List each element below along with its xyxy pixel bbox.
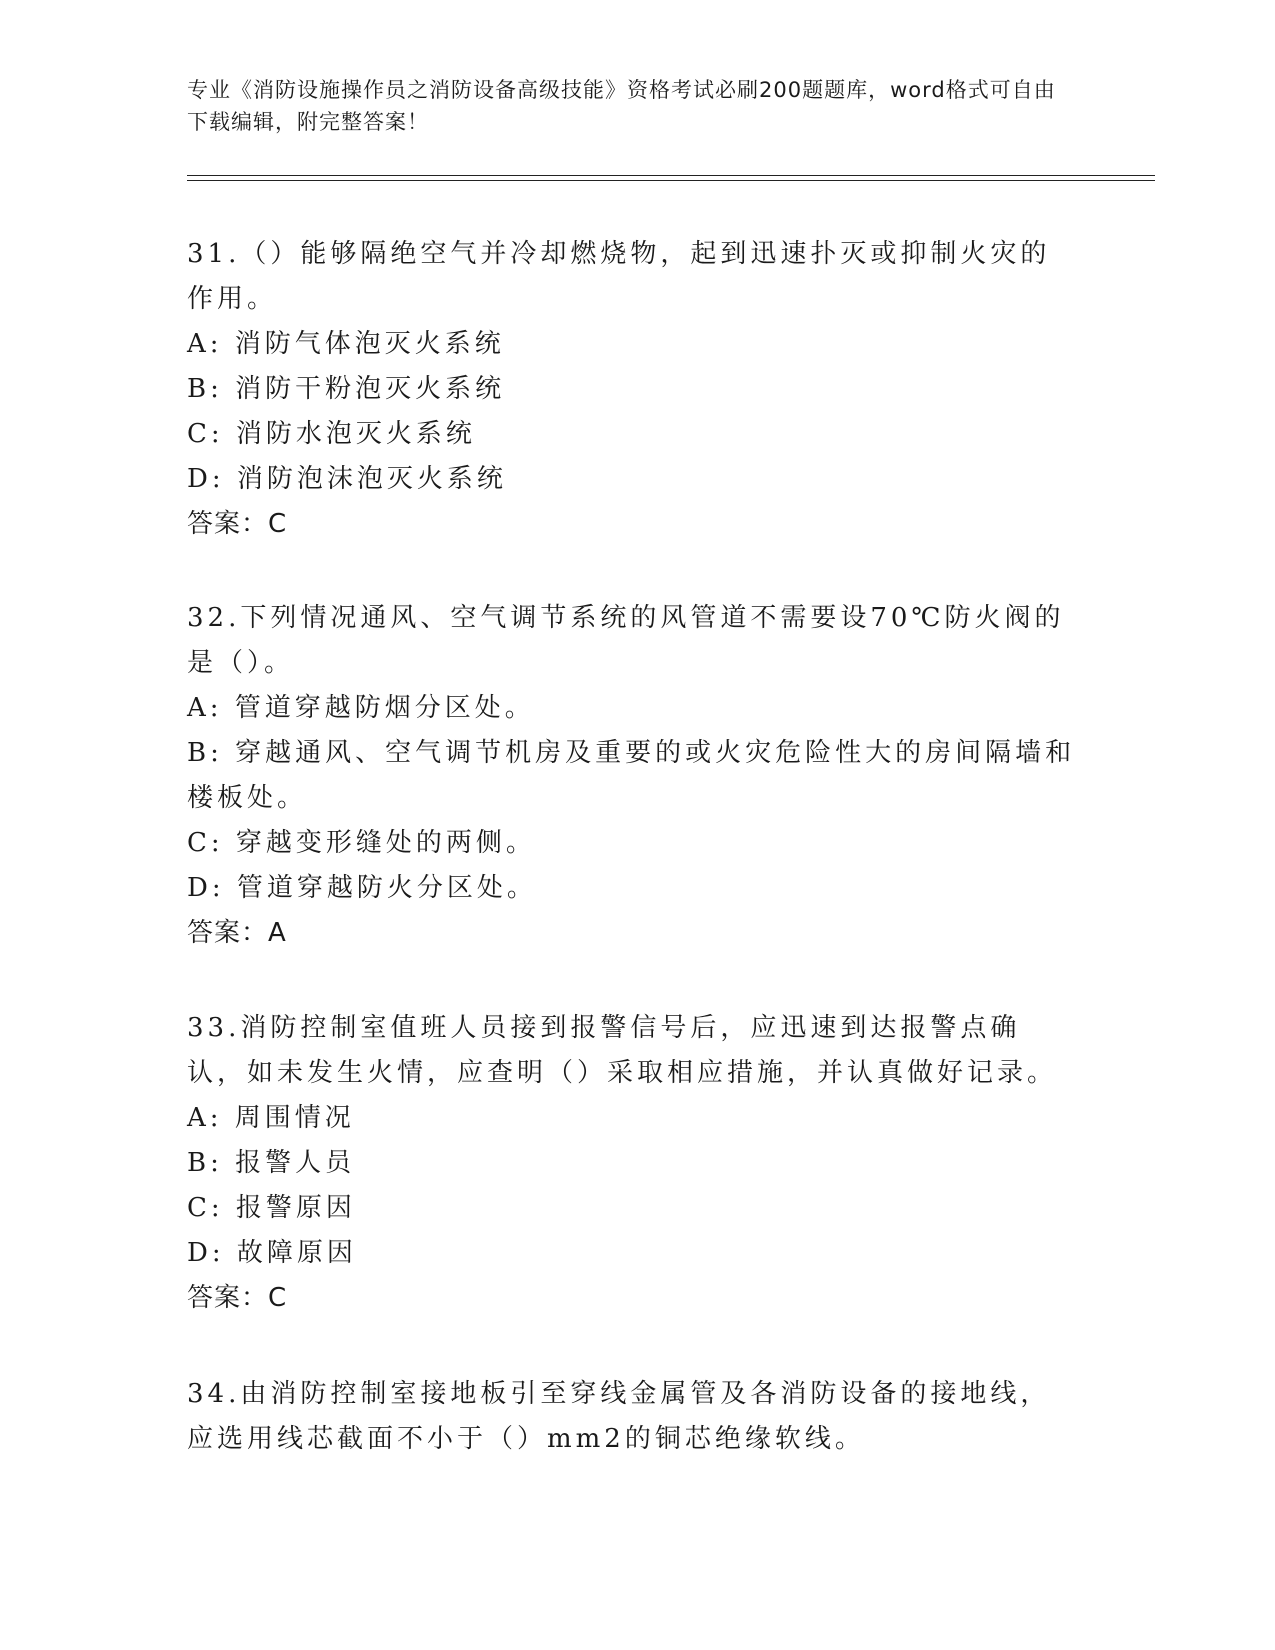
question-stem: 34.由消防控制室接地板引至穿线金属管及各消防设备的接地线，应选用线芯截面不小于（）mm2的铜芯绝缘软线。 xyxy=(187,1379,1051,1454)
option-b: B: 消防干粉泡灭火系统 xyxy=(187,374,506,404)
question-stem: 31.（）能够隔绝空气并冷却燃烧物，起到迅速扑灭或抑制火灾的作用。 xyxy=(187,239,1051,314)
header-divider-bottom xyxy=(187,180,1155,181)
option-a: A: 周围情况 xyxy=(187,1103,355,1133)
option-a: A: 消防气体泡灭火系统 xyxy=(187,329,505,359)
option-d: D: 消防泡沫泡灭火系统 xyxy=(187,464,507,494)
option-c: C: 消防水泡灭火系统 xyxy=(187,419,476,449)
option-b: B: 报警人员 xyxy=(187,1148,356,1178)
header-divider-top xyxy=(187,175,1155,176)
answer: 答案：A xyxy=(187,918,287,948)
question-33 xyxy=(187,1006,1077,1321)
document-header: 专业《消防设施操作员之消防设备高级技能》资格考试必刷200题题库，word格式可自由下载编辑，附完整答案！ xyxy=(187,78,1056,134)
answer: 答案：C xyxy=(187,509,288,539)
option-d: D: 管道穿越防火分区处。 xyxy=(187,873,537,903)
question-32 xyxy=(187,596,1077,956)
question-stem: 32.下列情况通风、空气调节系统的风管道不需要设70℃防火阀的是（）。 xyxy=(187,603,1065,678)
option-c: C: 穿越变形缝处的两侧。 xyxy=(187,828,536,858)
answer: 答案：C xyxy=(187,1283,288,1313)
option-d: D: 故障原因 xyxy=(187,1238,357,1268)
question-31 xyxy=(187,232,1077,547)
question-34 xyxy=(187,1372,1077,1462)
option-b: B: 穿越通风、空气调节机房及重要的或火灾危险性大的房间隔墙和楼板处。 xyxy=(187,738,1076,813)
option-c: C: 报警原因 xyxy=(187,1193,356,1223)
option-a: A: 管道穿越防烟分区处。 xyxy=(187,693,535,723)
question-stem: 33.消防控制室值班人员接到报警信号后，应迅速到达报警点确认，如未发生火情，应查明（）采取相应措施，并认真做好记录。 xyxy=(187,1013,1058,1088)
